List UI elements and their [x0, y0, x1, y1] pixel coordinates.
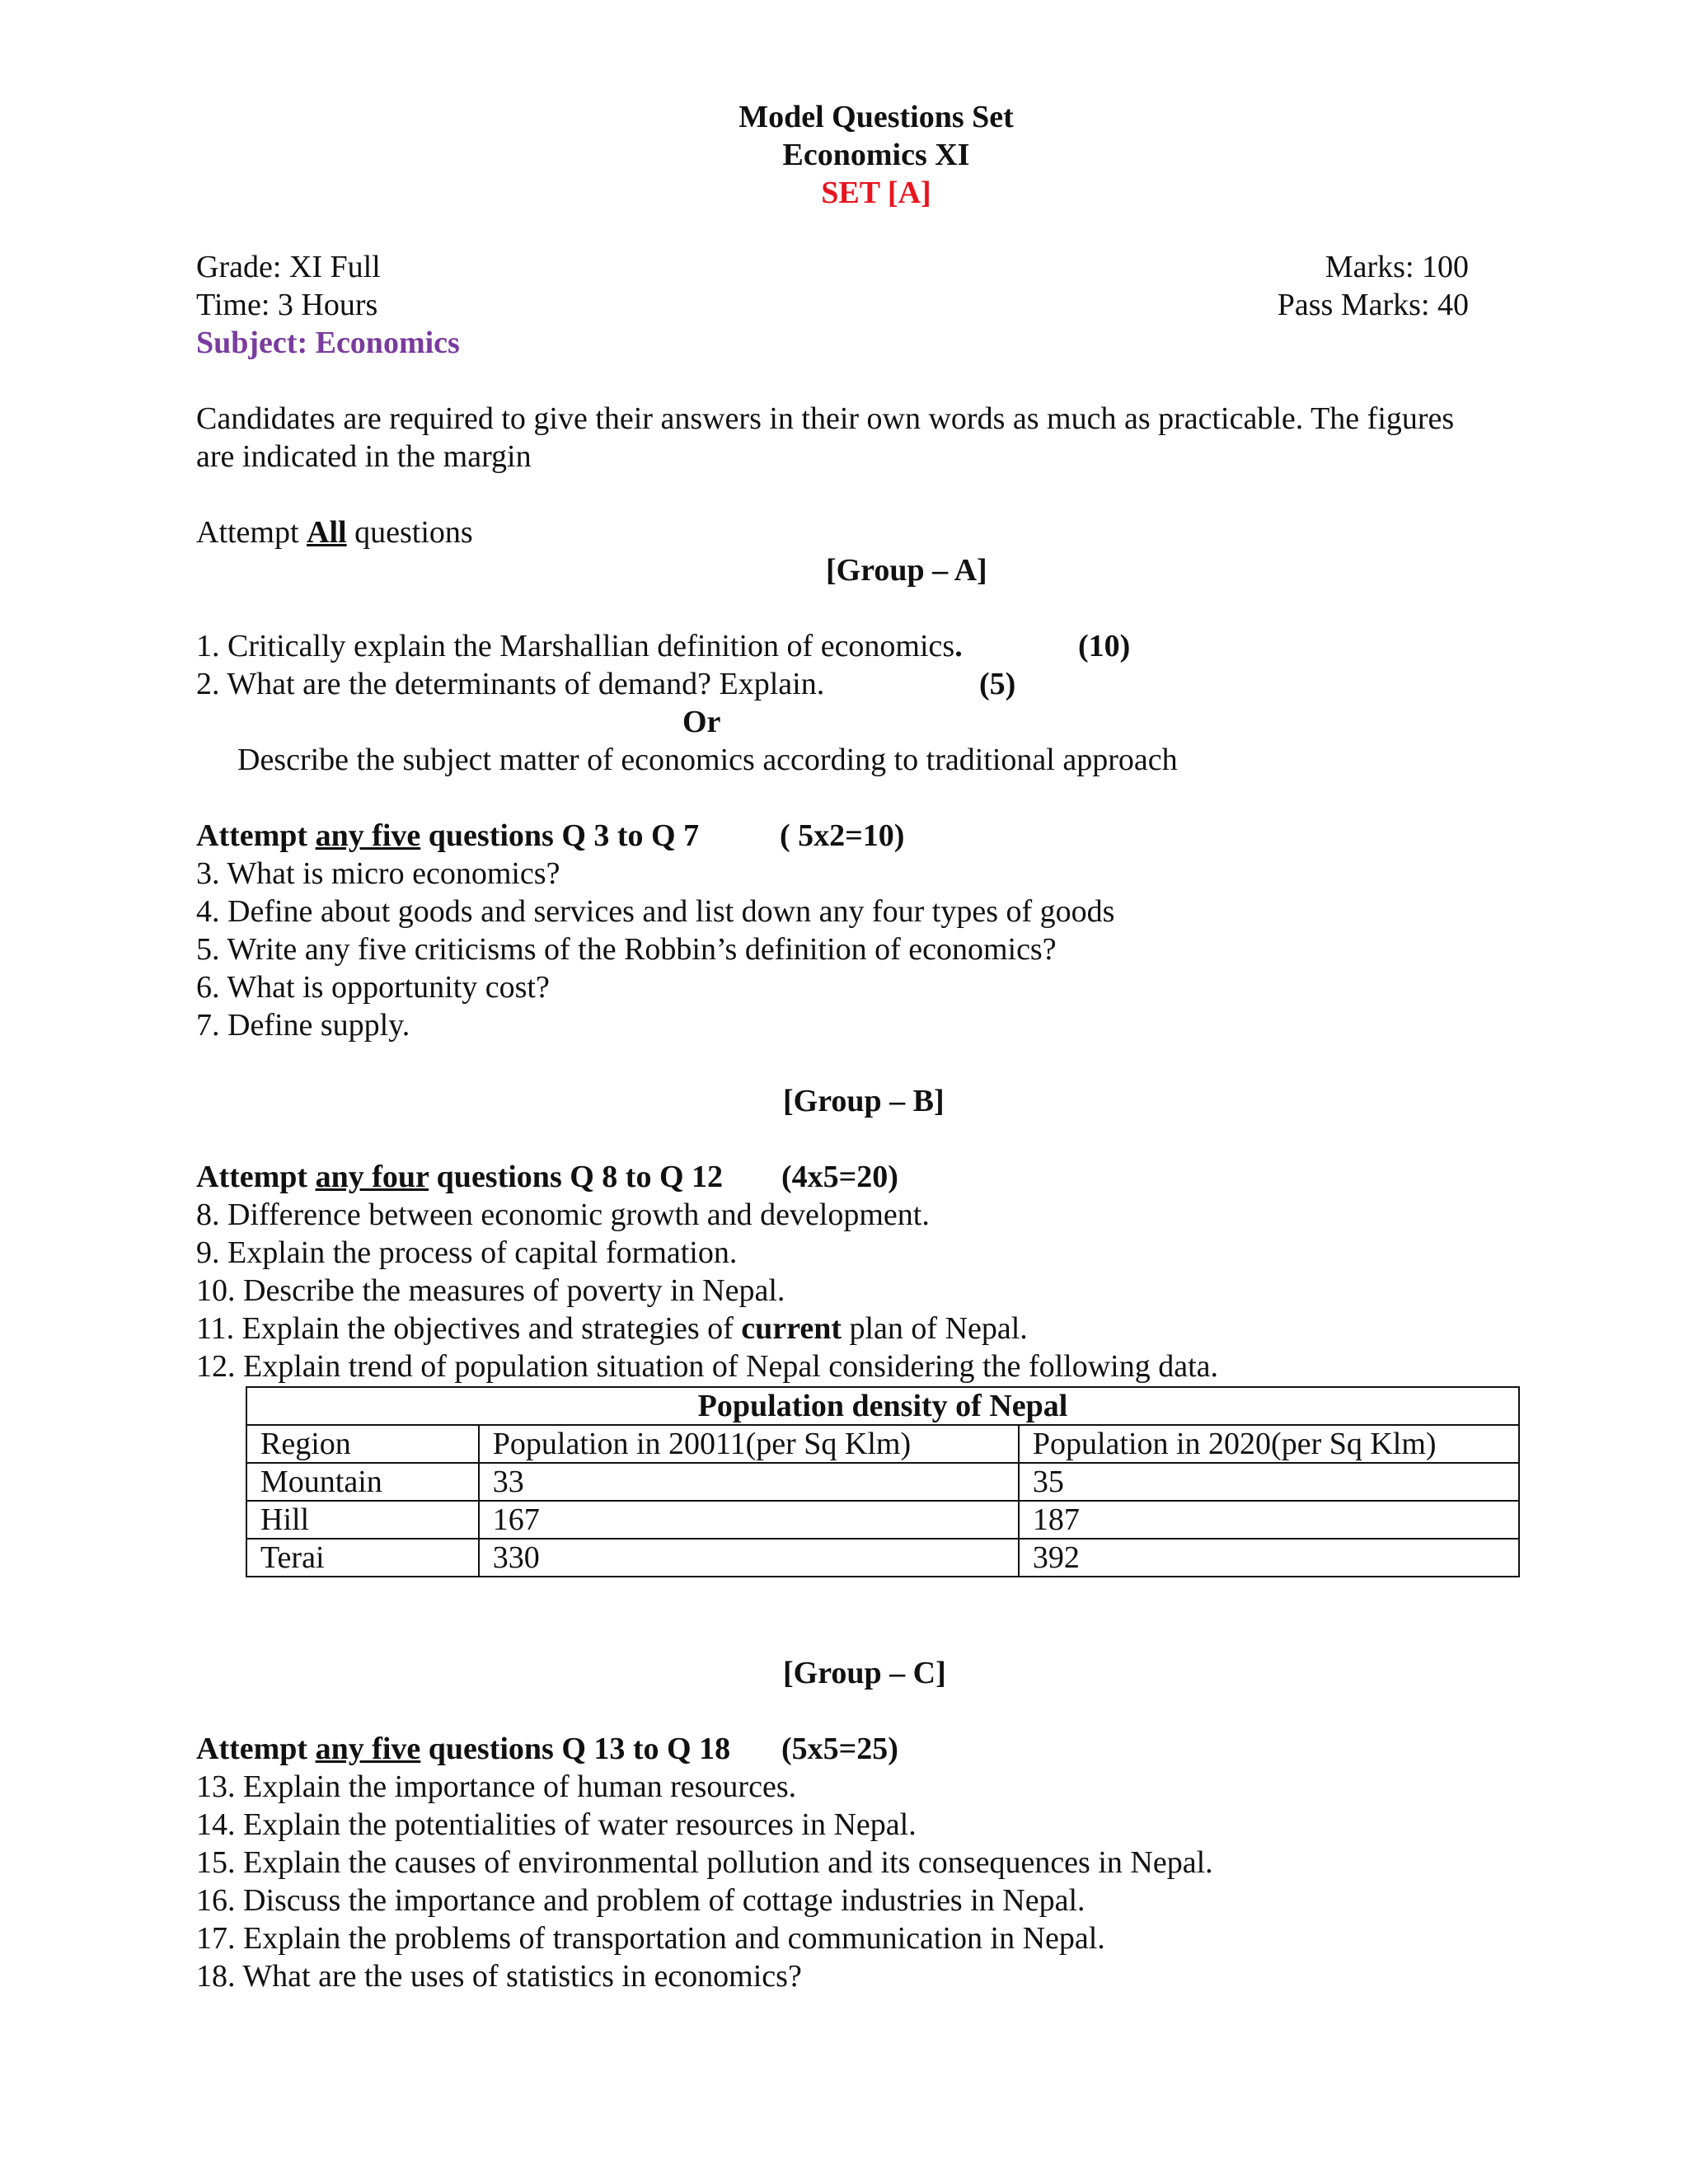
or-label: Or [682, 705, 721, 739]
question-4: 4. Define about goods and services and list down any four types of goods [196, 894, 1115, 929]
population-density-table [246, 1386, 1520, 1577]
question-16: 16. Discuss the importance and problem of cottage industries in Nepal. [196, 1883, 1085, 1918]
question-6: 6. What is opportunity cost? [196, 970, 550, 1005]
instructions-line-2: are indicated in the margin [196, 439, 532, 474]
group-b-attempt-marks: (4x5=20) [781, 1160, 898, 1194]
group-c-attempt-post: questions Q 13 to Q 18 [420, 1732, 731, 1766]
table-header-cell: Population in 20011(per Sq Klm) [479, 1425, 1019, 1463]
group-b-attempt-emphasis: any four [315, 1160, 429, 1194]
question-3: 3. What is micro economics? [196, 856, 560, 891]
instructions-line-1: Candidates are required to give their answers in their own words as much as practicable. The figures [196, 401, 1455, 436]
question-5: 5. Write any five criticisms of the Robbin’s definition of economics? [196, 932, 1057, 967]
group-c-attempt-line [196, 1731, 730, 1767]
question-10: 10. Describe the measures of poverty in Nepal. [196, 1273, 785, 1308]
table-cell: Terai [246, 1539, 479, 1577]
table-cell: 330 [479, 1539, 1019, 1577]
question-2-marks: (5) [979, 667, 1016, 701]
question-17: 17. Explain the problems of transportation and communication in Nepal. [196, 1921, 1105, 1956]
table-row [246, 1463, 1519, 1501]
group-b-attempt-line [196, 1159, 723, 1195]
question-11-post: plan of Nepal. [842, 1311, 1028, 1346]
table-header-row [246, 1425, 1519, 1463]
group-a-attempt-post: questions Q 3 to Q 7 [420, 818, 700, 853]
set-label: SET [A] [821, 176, 931, 210]
subject-label: Subject: Economics [196, 326, 460, 360]
table-title: Population density of Nepal [246, 1387, 1519, 1425]
question-1-text: 1. Critically explain the Marshallian definition of economics [196, 629, 955, 663]
question-2: 2. What are the determinants of demand? Explain. [196, 667, 825, 701]
question-7: 7. Define supply. [196, 1008, 410, 1043]
question-1-dot: . [954, 629, 963, 663]
group-a-attempt-emphasis: any five [315, 818, 421, 853]
question-1-marks: (10) [1078, 629, 1131, 663]
group-b-attempt-post: questions Q 8 to Q 12 [429, 1160, 723, 1194]
group-a-attempt-marks: ( 5x2=10) [780, 818, 905, 853]
table-cell: 35 [1019, 1463, 1519, 1501]
table-cell: 33 [479, 1463, 1019, 1501]
marks-label: Marks: 100 [1325, 250, 1469, 284]
group-c-attempt-emphasis: any five [315, 1732, 421, 1766]
question-9: 9. Explain the process of capital formation. [196, 1235, 738, 1270]
group-a-attempt-pre: Attempt [196, 818, 316, 853]
doc-title: Model Questions Set [738, 100, 1014, 134]
question-18: 18. What are the uses of statistics in economics? [196, 1959, 802, 1994]
group-c-attempt-marks: (5x5=25) [781, 1732, 898, 1766]
table-title-row [246, 1387, 1519, 1425]
table-cell: 187 [1019, 1501, 1519, 1539]
group-c-attempt-pre: Attempt [196, 1732, 316, 1766]
attempt-all-line [196, 514, 473, 551]
grade-label: Grade: XI Full [196, 250, 381, 284]
attempt-all-post: questions [346, 515, 473, 550]
table-row [246, 1539, 1519, 1577]
question-11 [196, 1310, 1028, 1347]
question-11-emphasis: current [741, 1311, 842, 1346]
pass-marks-label: Pass Marks: 40 [1277, 288, 1469, 322]
question-2-alternative: Describe the subject matter of economics according to traditional approach [237, 743, 1178, 777]
time-label: Time: 3 Hours [196, 288, 378, 322]
table-header-cell: Population in 2020(per Sq Klm) [1019, 1425, 1519, 1463]
group-b-heading: [Group – B] [783, 1084, 945, 1118]
attempt-all-pre: Attempt [196, 515, 307, 550]
question-12: 12. Explain trend of population situation of Nepal considering the following data. [196, 1349, 1219, 1384]
question-13: 13. Explain the importance of human resources. [196, 1769, 797, 1804]
group-c-heading: [Group – C] [783, 1656, 946, 1690]
question-15: 15. Explain the causes of environmental pollution and its consequences in Nepal. [196, 1845, 1213, 1880]
attempt-all-emphasis: All [307, 515, 347, 550]
table-cell: 392 [1019, 1539, 1519, 1577]
table-row [246, 1501, 1519, 1539]
question-8: 8. Difference between economic growth and development. [196, 1197, 930, 1232]
group-a-heading: [Group – A] [826, 553, 987, 588]
question-1 [196, 628, 963, 664]
table-cell: Hill [246, 1501, 479, 1539]
table-header-cell: Region [246, 1425, 479, 1463]
group-b-attempt-pre: Attempt [196, 1160, 316, 1194]
table-cell: 167 [479, 1501, 1019, 1539]
table-cell: Mountain [246, 1463, 479, 1501]
question-14: 14. Explain the potentialities of water resources in Nepal. [196, 1807, 917, 1842]
question-11-pre: 11. Explain the objectives and strategies of [196, 1311, 742, 1346]
group-a-attempt-line [196, 818, 699, 854]
doc-subtitle: Economics XI [782, 138, 970, 172]
